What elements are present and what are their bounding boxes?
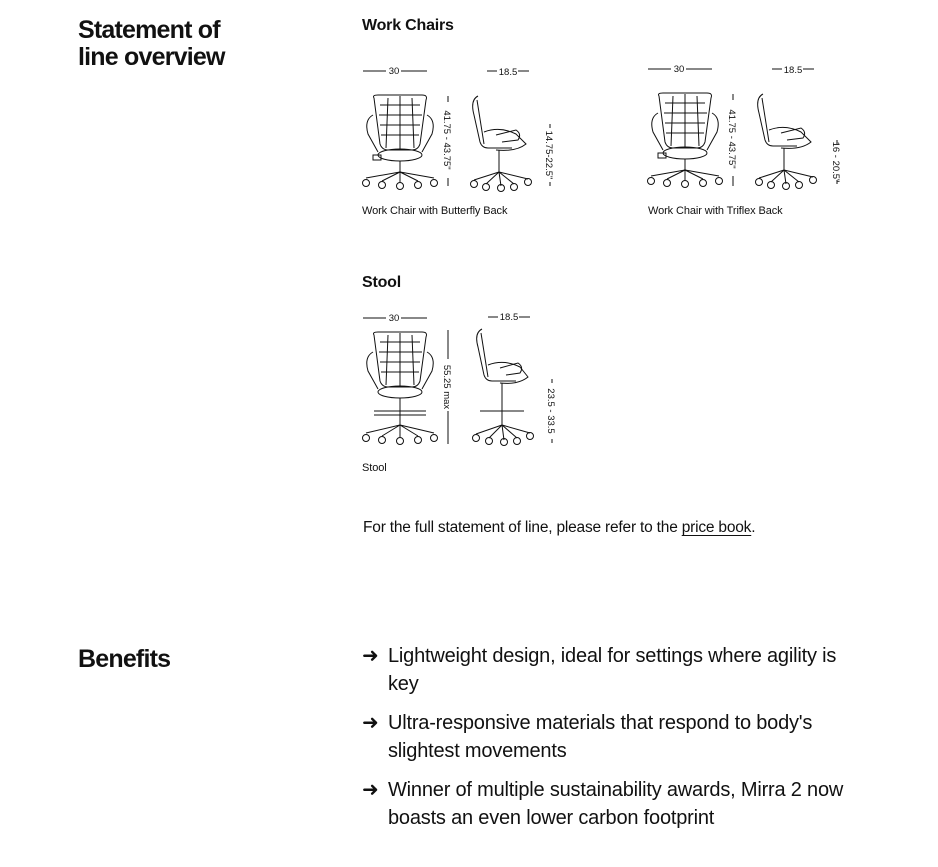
butterfly-width-label: 30 [388, 66, 400, 77]
benefits-list [362, 642, 862, 843]
stool-seat-height-label: 23.5 - 33.5 [545, 388, 556, 434]
stool-caption: Stool [362, 462, 387, 474]
stool-depth-label: 18.5 [499, 312, 519, 323]
benefits-title: Benefits [78, 645, 171, 673]
stool-drawing [356, 307, 566, 452]
butterfly-height-label: 41.75 - 43.75" [441, 110, 452, 170]
price-book-link[interactable]: price book [681, 519, 752, 536]
arrow-right-icon: ➜ [362, 712, 379, 734]
benefit-item [362, 776, 862, 832]
triflex-chair-caption: Work Chair with Triflex Back [648, 205, 783, 217]
butterfly-seat-height-label: 14.75-22.5" [543, 130, 554, 180]
triflex-work-chair-drawing [641, 58, 851, 193]
benefit-item [362, 709, 862, 765]
statement-title [78, 17, 225, 71]
price-book-note [363, 519, 755, 537]
note-suffix: . [751, 519, 756, 536]
statement-title-line1: Statement of [78, 16, 220, 44]
benefit-text: Winner of multiple sustainability awards, Mirra 2 now boasts an even lower carbon footprint [388, 779, 844, 829]
benefit-text: Ultra-responsive materials that respond to body's slightest movements [388, 712, 813, 762]
stool-width-label: 30 [388, 313, 400, 324]
butterfly-chair-caption: Work Chair with Butterfly Back [362, 205, 508, 217]
statement-title-line2: line overview [78, 43, 225, 71]
arrow-right-icon: ➜ [362, 645, 379, 667]
triflex-seat-height-label: 16 - 20.5" [830, 141, 841, 183]
butterfly-depth-label: 18.5 [498, 67, 518, 78]
benefit-text: Lightweight design, ideal for settings where agility is key [388, 645, 837, 695]
stool-height-label: 55.25 max [441, 364, 452, 410]
triflex-depth-label: 18.5 [783, 65, 803, 76]
benefit-item [362, 642, 862, 698]
note-text: For the full statement of line, please refer to the [363, 519, 682, 536]
stool-title: Stool [362, 274, 401, 291]
arrow-right-icon: ➜ [362, 779, 379, 801]
butterfly-work-chair-drawing [356, 60, 566, 195]
work-chairs-title: Work Chairs [362, 17, 454, 34]
triflex-height-label: 41.75 - 43.75" [726, 109, 737, 169]
triflex-width-label: 30 [673, 64, 685, 75]
